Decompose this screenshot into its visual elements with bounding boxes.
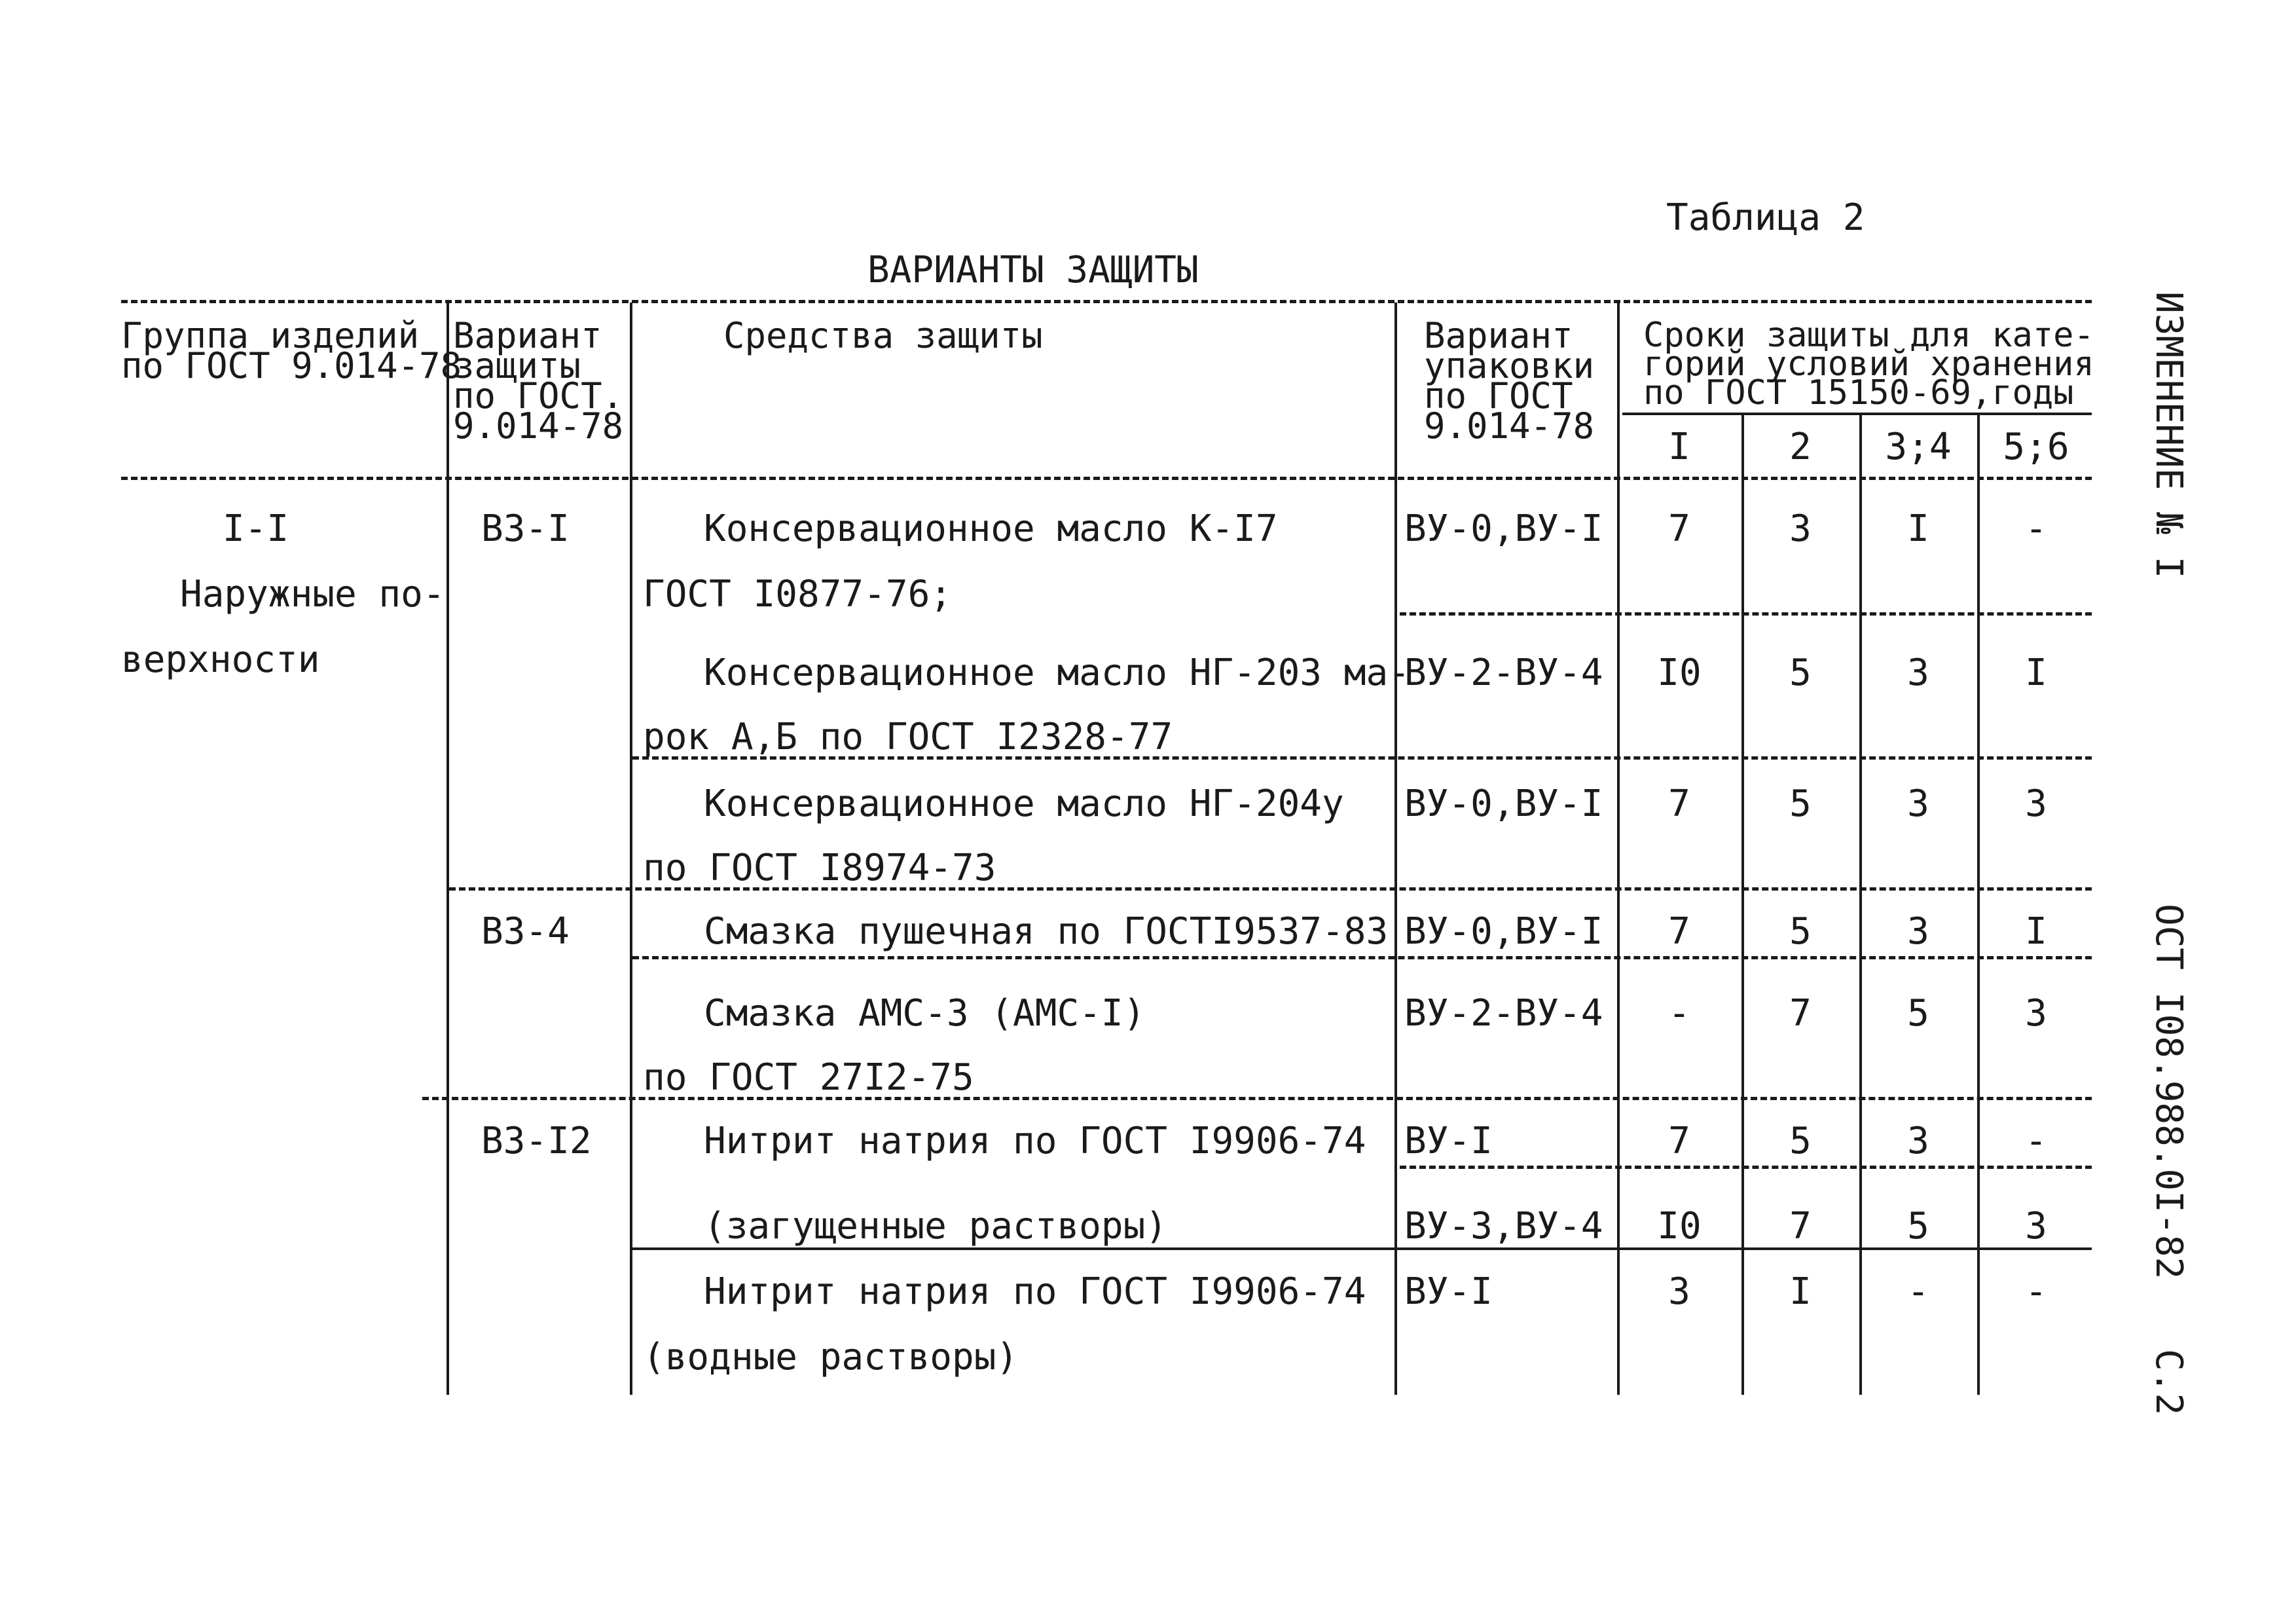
term-cat-2: 5: [1789, 783, 1812, 825]
table-label: Таблица 2: [1666, 196, 1865, 239]
means-line2: по ГОСТ I8974-73: [643, 847, 996, 889]
term-cat-1: -: [1668, 992, 1690, 1035]
term-cat-1: 7: [1668, 783, 1690, 825]
amendment-label: ИЗМЕНЕНИЕ № I: [2147, 291, 2190, 579]
term-cat-3: 3: [1907, 1120, 1929, 1162]
term-cat-2: 3: [1789, 507, 1812, 550]
page-number: С.2: [2147, 1349, 2190, 1416]
group-code: I-I: [223, 507, 289, 550]
term-cat-3: 5: [1907, 992, 1929, 1035]
variant-vz12: ВЗ-I2: [481, 1120, 592, 1162]
header-group: Группа изделий по ГОСТ 9.014-78: [121, 315, 462, 386]
term-cat-2: 7: [1789, 992, 1812, 1035]
packaging-value: ВУ-0,ВУ-I: [1404, 783, 1603, 825]
means-line1: Консервационное масло НГ-204у: [704, 783, 1344, 825]
term-cat-4: -: [2025, 1270, 2047, 1313]
variant-vz1: ВЗ-I: [481, 507, 570, 550]
means-line1: (загущенные растворы): [704, 1205, 1168, 1247]
header-cat-2: 2: [1789, 426, 1812, 468]
term-cat-2: I: [1789, 1270, 1812, 1313]
means-line1: Нитрит натрия по ГОСТ I9906-74: [704, 1120, 1366, 1162]
term-cat-4: I: [2025, 910, 2047, 953]
header-terms: Сроки защиты для кате- горий условий хранения по ГОСТ 15150-69,годы: [1643, 316, 2094, 413]
term-cat-4: I: [2025, 652, 2047, 694]
packaging-value: ВУ-2-ВУ-4: [1404, 992, 1603, 1035]
means-line1: Консервационное масло К-I7: [704, 507, 1278, 550]
packaging-value: ВУ-2-ВУ-4: [1404, 652, 1603, 694]
term-cat-1: 7: [1668, 1120, 1690, 1162]
term-cat-2: 5: [1789, 910, 1812, 953]
header-cat-3: 3;4: [1885, 426, 1952, 468]
term-cat-1: 7: [1668, 507, 1690, 550]
packaging-value: ВУ-I: [1404, 1120, 1493, 1162]
term-cat-3: 3: [1907, 910, 1929, 953]
term-cat-4: -: [2025, 1120, 2047, 1162]
packaging-value: ВУ-0,ВУ-I: [1404, 507, 1603, 550]
means-line1: Консервационное масло НГ-203 ма-: [704, 652, 1410, 694]
term-cat-4: 3: [2025, 783, 2047, 825]
term-cat-1: I0: [1657, 652, 1702, 694]
term-cat-1: 3: [1668, 1270, 1690, 1313]
means-line2: (водные растворы): [643, 1336, 1019, 1378]
means-line2: рок А,Б по ГОСТ I2328-77: [643, 716, 1173, 758]
packaging-value: ВУ-0,ВУ-I: [1404, 910, 1603, 953]
header-cat-4: 5;6: [2003, 426, 2069, 468]
term-cat-3: 5: [1907, 1205, 1929, 1247]
variant-vz4: ВЗ-4: [481, 910, 570, 953]
term-cat-4: 3: [2025, 1205, 2047, 1247]
header-means: Средства защиты: [723, 315, 1043, 356]
means-line1: Смазка пушечная по ГОСТI9537-83: [704, 910, 1389, 953]
term-cat-1: 7: [1668, 910, 1690, 953]
standard-designation: ОСТ I08.988.0I-82: [2147, 904, 2190, 1280]
means-line2: по ГОСТ 27I2-75: [643, 1056, 974, 1099]
means-line2: ГОСТ I0877-76;: [643, 573, 953, 616]
means-line1: Смазка АМС-3 (АМС-I): [704, 992, 1146, 1035]
term-cat-3: I: [1907, 507, 1929, 550]
group-name-line2: верхности: [121, 638, 320, 681]
packaging-value: ВУ-I: [1404, 1270, 1493, 1313]
packaging-value: ВУ-3,ВУ-4: [1404, 1205, 1603, 1247]
term-cat-2: 5: [1789, 1120, 1812, 1162]
header-packaging: Вариант упаковки по ГОСТ 9.014-78: [1424, 315, 1595, 447]
term-cat-4: 3: [2025, 992, 2047, 1035]
term-cat-3: 3: [1907, 652, 1929, 694]
term-cat-1: I0: [1657, 1205, 1702, 1247]
header-protection-variant: Вариант защиты по ГОСТ. 9.014-78: [453, 315, 624, 447]
means-line1: Нитрит натрия по ГОСТ I9906-74: [704, 1270, 1366, 1313]
group-name-line1: Наружные по-: [180, 573, 445, 616]
term-cat-3: 3: [1907, 783, 1929, 825]
term-cat-2: 5: [1789, 652, 1812, 694]
term-cat-2: 7: [1789, 1205, 1812, 1247]
header-cat-1: I: [1668, 426, 1690, 468]
table-title: ВАРИАНТЫ ЗАЩИТЫ: [867, 249, 1199, 291]
term-cat-4: -: [2025, 507, 2047, 550]
term-cat-3: -: [1907, 1270, 1929, 1313]
